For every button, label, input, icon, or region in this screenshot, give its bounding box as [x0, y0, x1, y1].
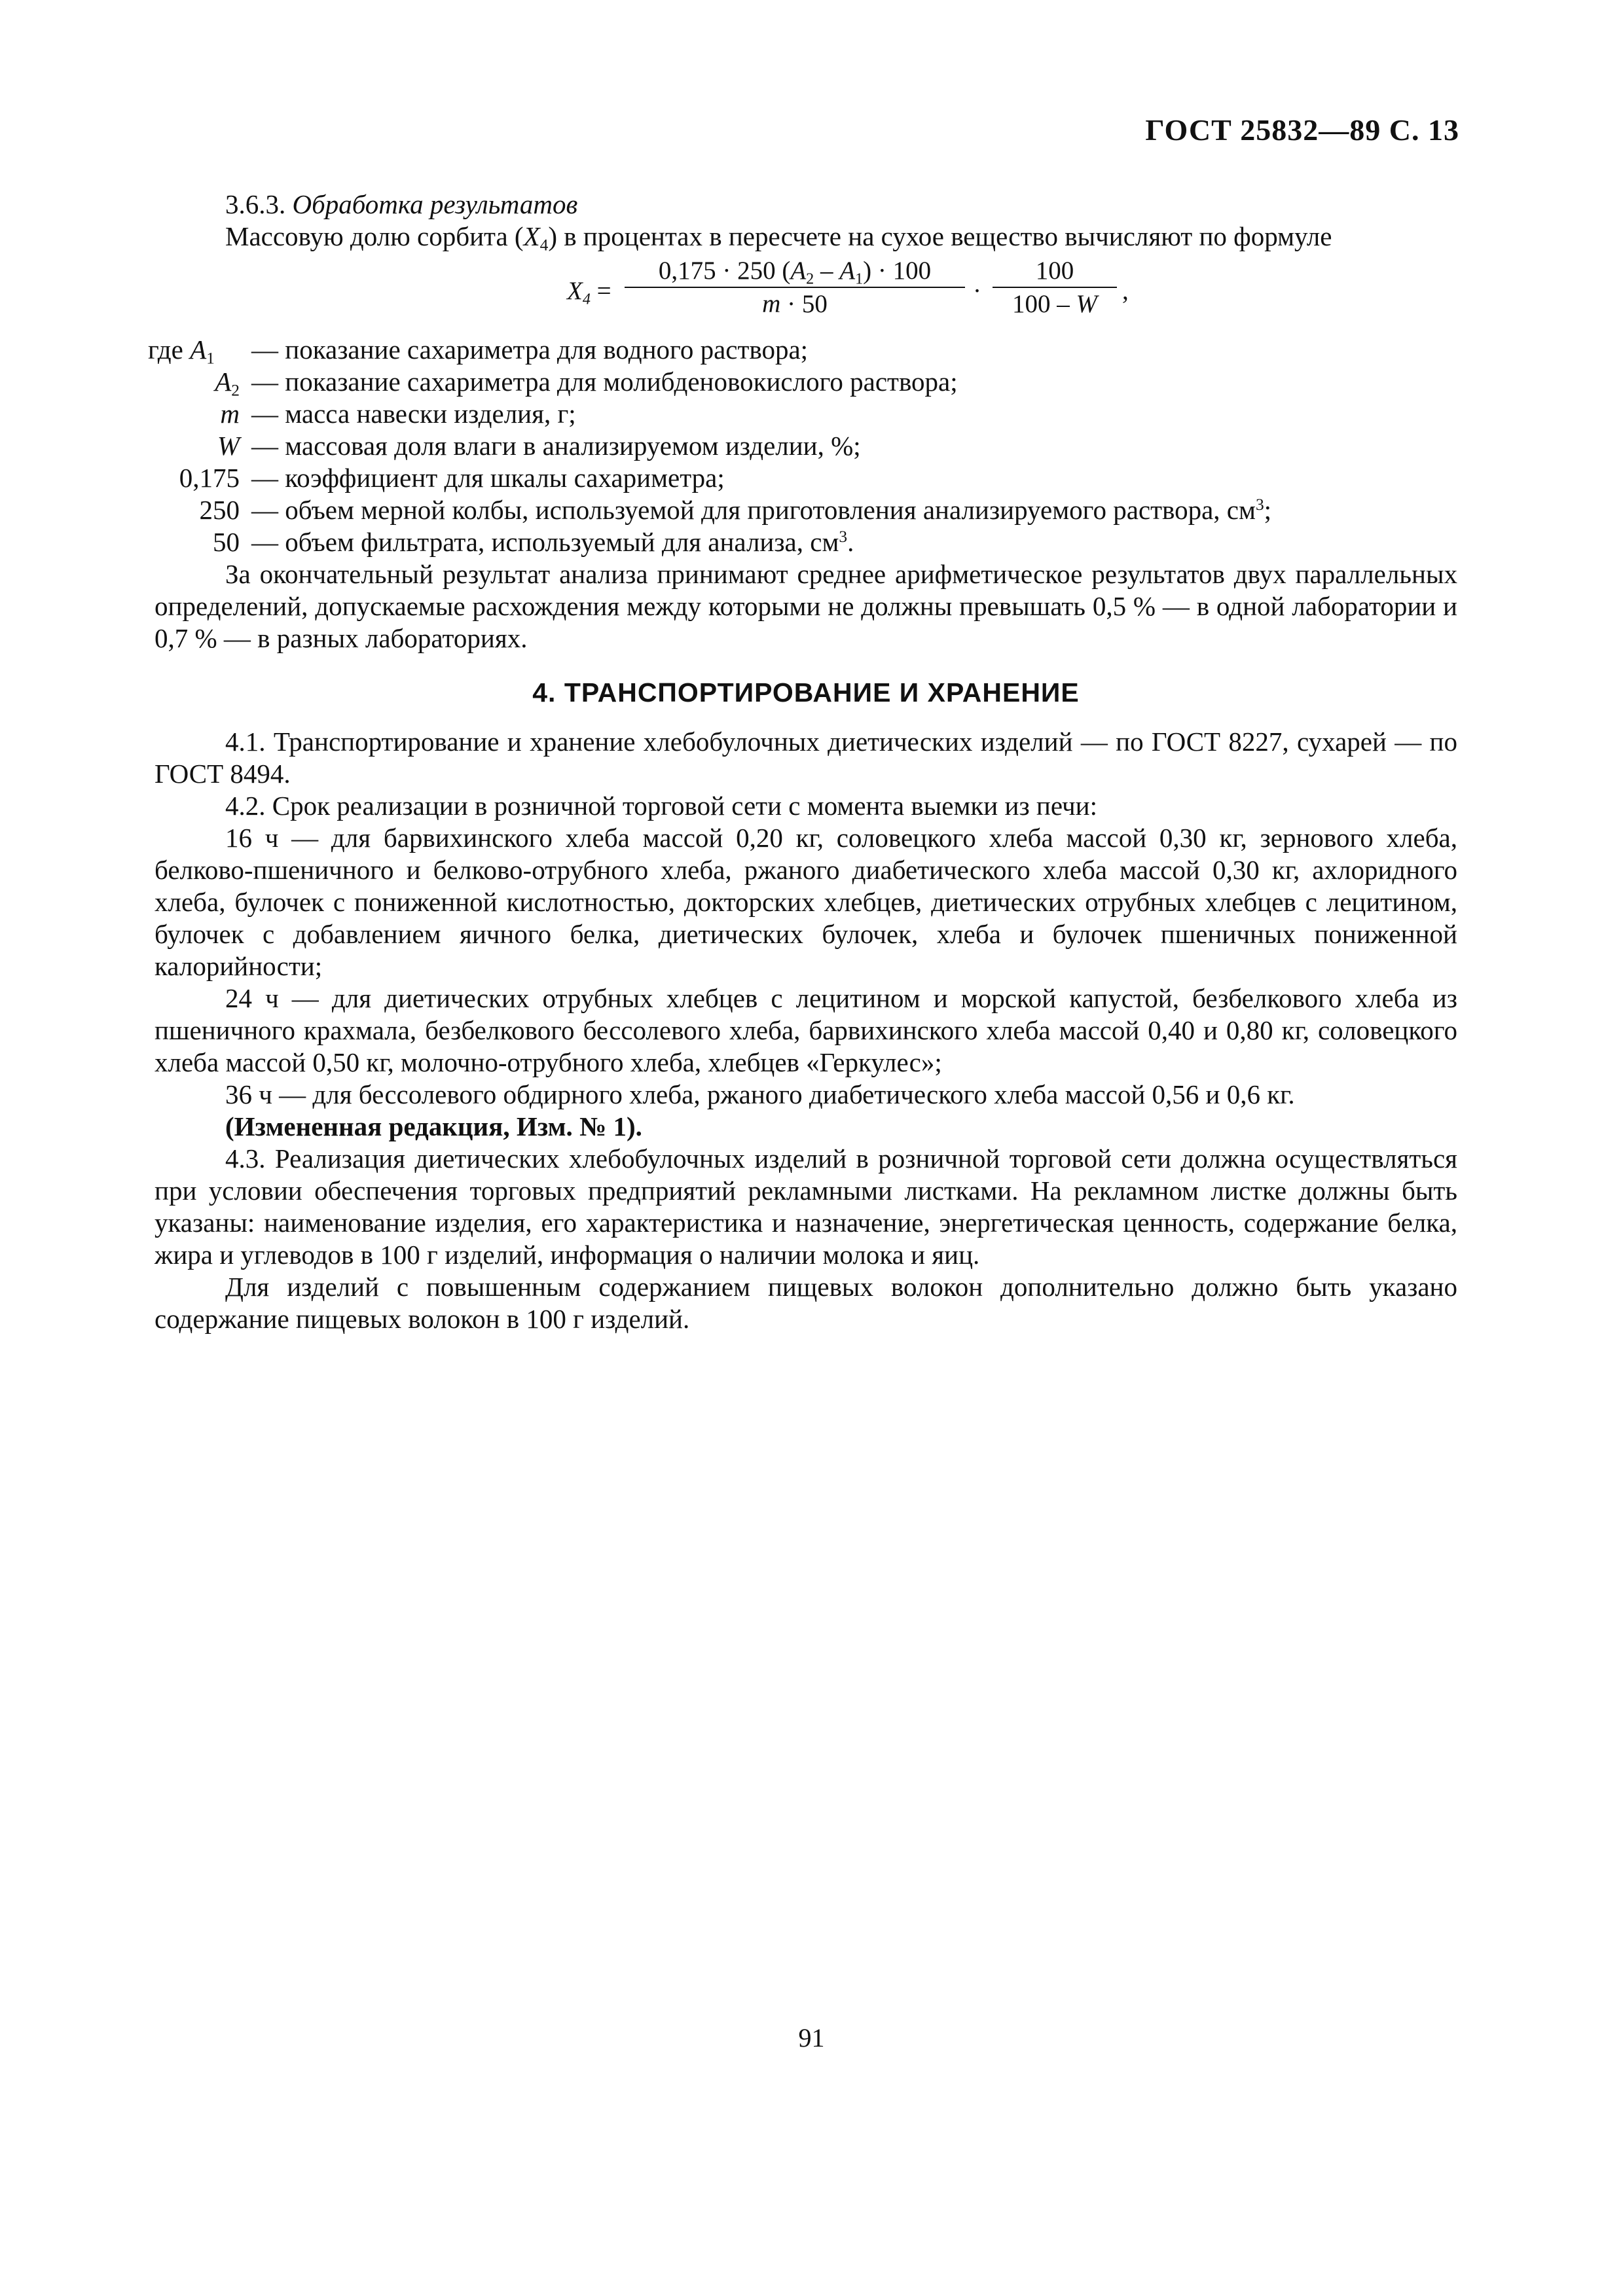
running-header: ГОСТ 25832—89 С. 13 — [1145, 113, 1459, 147]
fraction-1-numerator — [625, 257, 965, 288]
legend-row — [148, 430, 1451, 462]
intro-variable: X — [523, 221, 540, 251]
num-1-A1-sub: 1 — [855, 270, 864, 288]
legend-variable: m — [220, 399, 240, 429]
formula-fraction-2 — [993, 257, 1117, 319]
legend-row — [148, 526, 1451, 558]
legend-description — [251, 398, 1451, 430]
legend-row — [148, 494, 1451, 526]
legend-description — [251, 462, 1451, 494]
amendment-note: (Измененная редакция, Изм. № 1). — [225, 1111, 642, 1141]
legend-description-text: — объем мерной колбы, используемой для приготовления анализируемого раствора, см — [251, 495, 1256, 525]
fraction-2-denominator — [993, 288, 1117, 319]
section-3-6-3-title — [155, 188, 1457, 221]
legend-constant: 50 — [213, 527, 240, 557]
formula-lhs-sub: 4 — [582, 290, 591, 308]
num-1-A1: A — [839, 257, 856, 285]
num-1-A2: A — [790, 257, 807, 285]
legend-description-text: — коэффициент для шкалы сахариметра; — [251, 463, 725, 493]
section-4-heading: 4. ТРАНСПОРТИРОВАНИЕ И ХРАНЕНИЕ — [532, 677, 1080, 708]
legend-row — [148, 366, 1451, 398]
legend-description — [251, 494, 1451, 526]
fraction-1-denominator — [625, 288, 965, 319]
formula-comma: , — [1122, 277, 1129, 305]
legend-symbol — [148, 430, 251, 462]
legend-variable: A — [190, 334, 207, 365]
fraction-2-numerator: 100 — [993, 257, 1117, 288]
result-paragraph: За окончательный результат анализа принимают среднее арифметическое результатов двух параллельных определений, допускаемые расхождения между которыми не должны превышать 0,5 % — в одной лаборатории и 0,7 % — в разных лабораториях. — [155, 559, 1457, 653]
legend-symbol — [148, 462, 251, 494]
num-1-part-a: 0,175 · 250 ( — [658, 257, 791, 285]
legend-row — [148, 334, 1451, 366]
num-1-minus: – — [814, 257, 840, 285]
paragraph-fiber: Для изделий с повышенным содержанием пищевых волокон дополнительно должно быть указано содержание пищевых волокон в 100 г изделий. — [155, 1272, 1457, 1334]
legend-description-text: — показание сахариметра для молибденовокислого раствора; — [251, 367, 958, 397]
legend-punctuation: ; — [1264, 495, 1272, 525]
paragraph-4-3: 4.3. Реализация диетических хлебобулочных изделий в розничной торговой сети должна осуществляться при условии обеспечения торговых предприятий рекламными листками. На рекламном листке должны быть указаны: наименование изделия, его характеристика и назначение, энергетическая ценность, содержание белка, жира и углеводов в 100 г изделий, информация о наличии молока и яиц. — [155, 1143, 1457, 1270]
legend-variable-subscript: 2 — [231, 381, 240, 400]
legend-description-text: — масса навески изделия, г; — [251, 399, 576, 429]
legend-description-text: — объем фильтрата, используемый для анализа, см — [251, 527, 839, 557]
legend-symbol — [148, 334, 251, 366]
legend-description-text: — показание сахариметра для водного раствора; — [251, 334, 809, 365]
paragraph-4-2: 4.2. Срок реализации в розничной торговой сети с момента выемки из печи: — [225, 791, 1097, 821]
legend-prefix: где — [148, 334, 191, 365]
formula-intro — [155, 221, 1457, 253]
paragraph-4-1: 4.1. Транспортирование и хранение хлебобулочных диетических изделий — по ГОСТ 8227, сухарей — по ГОСТ 8494. — [155, 726, 1457, 789]
section-title: Обработка результатов — [292, 189, 578, 219]
sorbitol-formula — [155, 257, 1457, 329]
formula-lhs-var: X — [567, 277, 583, 305]
section-number: 3.6.3. — [225, 189, 286, 219]
formula-fraction-1 — [625, 257, 965, 319]
formula-legend — [148, 334, 1451, 558]
legend-constant: 250 — [199, 495, 240, 525]
legend-row — [148, 398, 1451, 430]
formula-equals: = — [590, 277, 611, 305]
den-1-rest: · 50 — [780, 290, 828, 318]
legend-description — [251, 430, 1451, 462]
legend-unit-superscript: 3 — [1255, 495, 1264, 514]
den-1-m: m — [762, 290, 781, 318]
formula-lhs — [567, 275, 611, 307]
legend-variable: A — [215, 367, 232, 397]
formula-multiply-dot: · — [973, 277, 981, 305]
legend-constant: 0,175 — [179, 463, 240, 493]
legend-punctuation: . — [847, 527, 854, 557]
legend-description — [251, 366, 1451, 398]
intro-text-1: Массовую долю сорбита ( — [225, 221, 524, 251]
paragraph-4-2-16h: 16 ч — для барвихинского хлеба массой 0,20 кг, соловецкого хлеба массой 0,30 кг, зернового хлеба, белково-пшеничного и белково-отрубного хлеба, ржаного диабетического хлеба массой 0,30 кг, ахлоридного хлеба, булочек с пониженной кислотностью, докторских хлебцев, диетических отрубных хлебцев с лецитином, булочек с добавлением яичного белка, диетических булочек, хлеба и булочек пшеничных пониженной калорийности; — [155, 823, 1457, 981]
num-1-part-b: ) · 100 — [863, 257, 932, 285]
page-content — [148, 188, 1457, 1335]
legend-symbol — [148, 494, 251, 526]
legend-symbol — [148, 526, 251, 558]
legend-row — [148, 462, 1451, 494]
legend-variable-subscript: 1 — [206, 349, 215, 368]
den-2-part-a: 100 – — [1012, 290, 1076, 318]
legend-description-text: — массовая доля влаги в анализируемом изделии, %; — [251, 431, 861, 461]
page-number: 91 — [798, 2023, 825, 2053]
legend-variable: W — [217, 431, 240, 461]
legend-symbol — [148, 366, 251, 398]
legend-description — [251, 334, 1451, 366]
intro-variable-subscript: 4 — [539, 236, 549, 255]
paragraph-4-2-24h: 24 ч — для диетических отрубных хлебцев с лецитином и морской капустой, безбелкового хлеба из пшеничного крахмала, безбелкового бессолевого хлеба, барвихинского хлеба массой 0,40 и 0,80 кг, соловецкого хлеба массой 0,50 кг, молочно-отрубного хлеба, хлебцев «Геркулес»; — [155, 983, 1457, 1077]
legend-symbol — [148, 398, 251, 430]
num-1-A2-sub: 2 — [806, 270, 814, 288]
den-2-W: W — [1076, 290, 1097, 318]
legend-description — [251, 526, 1451, 558]
legend-unit-superscript: 3 — [839, 528, 848, 547]
intro-text-2: ) в процентах в пересчете на сухое вещество вычисляют по формуле — [548, 221, 1332, 251]
paragraph-4-2-36h: 36 ч — для бессолевого обдирного хлеба, ржаного диабетического хлеба массой 0,56 и 0,6 кг. — [225, 1079, 1295, 1109]
